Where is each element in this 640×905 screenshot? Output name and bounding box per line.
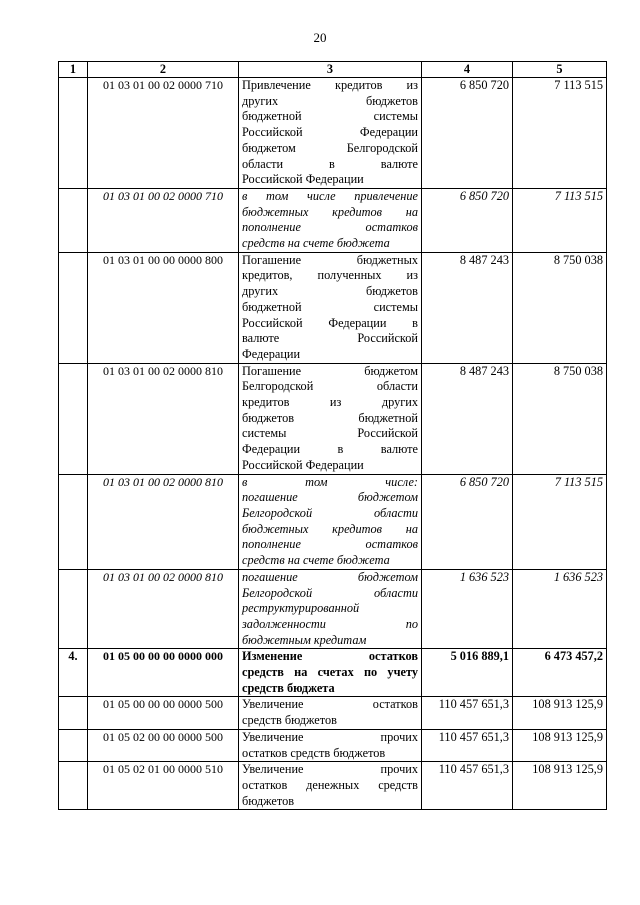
item-name-line: Белгородской области: [242, 379, 418, 394]
page-number: 20: [313, 30, 327, 45]
budget-code-cell: 01 03 01 00 00 0000 800: [88, 252, 239, 363]
amount-col5-cell: 7 113 515: [513, 78, 607, 189]
header-col-2: 2: [88, 62, 239, 78]
header-col-4: 4: [422, 62, 513, 78]
amount-col4-cell: 1 636 523: [422, 569, 513, 649]
table-row: [59, 697, 607, 729]
header-col-5: 5: [513, 62, 607, 78]
amount-col4-cell: 6 850 720: [422, 474, 513, 569]
item-name-line: Изменение остатков: [242, 649, 418, 664]
table-row: [59, 649, 607, 697]
item-name-line: Погашение бюджетом: [242, 363, 418, 378]
budget-sources-table: [58, 61, 607, 810]
item-name-line: в том числе привлечение: [242, 188, 418, 203]
amount-col4-cell: 110 457 651,3: [422, 762, 513, 810]
item-name-line: бюджетов: [242, 793, 295, 808]
header-col-1: 1: [59, 62, 88, 78]
item-name-line: бюджетных кредитов на: [242, 521, 418, 536]
amount-col5-cell: 108 913 125,9: [513, 729, 607, 761]
budget-code-cell: 01 05 00 00 00 0000 500: [88, 697, 239, 729]
item-name-line: других бюджетов: [242, 93, 418, 108]
item-name-cell: [239, 474, 422, 569]
row-number-cell: [59, 569, 88, 649]
item-name-line: средств на счете бюджета: [242, 236, 390, 251]
item-name-line: остатков денежных средств: [242, 777, 418, 792]
item-name-line: Федерации в валюте: [242, 442, 418, 457]
item-name-line: Российской Федерации: [242, 125, 418, 140]
item-name-line: реструктурированной: [242, 601, 360, 616]
item-name-cell: [239, 762, 422, 810]
item-name-line: средств на счете бюджета: [242, 553, 390, 568]
amount-col4-cell: 110 457 651,3: [422, 697, 513, 729]
item-name-line: Увеличение прочих: [242, 729, 418, 744]
header-col-3: 3: [239, 62, 422, 78]
amount-col5-cell: 108 913 125,9: [513, 697, 607, 729]
item-name-line: задолженности по: [242, 616, 418, 631]
item-name-cell: [239, 363, 422, 474]
item-name-cell: [239, 697, 422, 729]
budget-code-cell: 01 03 01 00 02 0000 710: [88, 78, 239, 189]
item-name-line: погашение бюджетом: [242, 569, 418, 584]
item-name-cell: [239, 78, 422, 189]
amount-col5-cell: 8 750 038: [513, 252, 607, 363]
budget-code-cell: 01 03 01 00 02 0000 710: [88, 188, 239, 252]
row-number-cell: [59, 762, 88, 810]
table-row: [59, 762, 607, 810]
row-number-cell: [59, 697, 88, 729]
item-name-line: системы Российской: [242, 426, 418, 441]
row-number-cell: [59, 252, 88, 363]
item-name-line: средств на счетах по учету: [242, 665, 418, 680]
item-name-line: Привлечение кредитов из: [242, 78, 418, 92]
budget-code-cell: 01 05 02 00 00 0000 500: [88, 729, 239, 761]
budget-code-cell: 01 05 00 00 00 0000 000: [88, 649, 239, 697]
amount-col4-cell: 6 850 720: [422, 78, 513, 189]
row-number-cell: [59, 188, 88, 252]
amount-col4-cell: 110 457 651,3: [422, 729, 513, 761]
item-name-line: Белгородской области: [242, 585, 418, 600]
item-name-cell: [239, 252, 422, 363]
item-name-line: области в валюте: [242, 156, 418, 171]
amount-col5-cell: 1 636 523: [513, 569, 607, 649]
item-name-line: пополнение остатков: [242, 537, 418, 552]
amount-col5-cell: 6 473 457,2: [513, 649, 607, 697]
amount-col4-cell: 6 850 720: [422, 188, 513, 252]
item-name-line: бюджетом Белгородской: [242, 140, 418, 155]
item-name-line: Погашение бюджетных: [242, 252, 418, 267]
table-row: [59, 252, 607, 363]
budget-code-cell: 01 03 01 00 02 0000 810: [88, 569, 239, 649]
item-name-line: Федерации: [242, 346, 301, 361]
table-row: [59, 78, 607, 189]
amount-col5-cell: 7 113 515: [513, 188, 607, 252]
table-row: [59, 569, 607, 649]
item-name-line: Российской Федерации в: [242, 315, 418, 330]
item-name-line: бюджетной системы: [242, 299, 418, 314]
item-name-line: погашение бюджетом: [242, 490, 418, 505]
table-row: [59, 188, 607, 252]
item-name-line: Белгородской области: [242, 505, 418, 520]
item-name-line: в том числе:: [242, 474, 418, 489]
amount-col5-cell: 8 750 038: [513, 363, 607, 474]
item-name-line: других бюджетов: [242, 284, 418, 299]
amount-col4-cell: 5 016 889,1: [422, 649, 513, 697]
item-name-line: Российской Федерации: [242, 172, 364, 187]
table-body: [59, 78, 607, 810]
item-name-line: пополнение остатков: [242, 220, 418, 235]
item-name-line: бюджетным кредитам: [242, 632, 367, 647]
item-name-cell: [239, 188, 422, 252]
item-name-line: бюджетов бюджетной: [242, 410, 418, 425]
item-name-line: бюджетных кредитов на: [242, 204, 418, 219]
item-name-line: Увеличение остатков: [242, 697, 418, 712]
item-name-line: Российской Федерации: [242, 457, 364, 472]
table-row: [59, 474, 607, 569]
item-name-line: средств бюджетов: [242, 713, 337, 728]
item-name-line: Увеличение прочих: [242, 762, 418, 777]
item-name-cell: [239, 729, 422, 761]
table-row: [59, 363, 607, 474]
item-name-cell: [239, 569, 422, 649]
table-header-row: [59, 62, 607, 78]
item-name-line: остатков средств бюджетов: [242, 745, 386, 760]
budget-code-cell: 01 03 01 00 02 0000 810: [88, 474, 239, 569]
amount-col4-cell: 8 487 243: [422, 363, 513, 474]
amount-col5-cell: 108 913 125,9: [513, 762, 607, 810]
item-name-line: кредитов, полученных из: [242, 268, 418, 283]
item-name-line: средств бюджета: [242, 680, 335, 695]
row-number-cell: 4.: [59, 649, 88, 697]
item-name-line: бюджетной системы: [242, 109, 418, 124]
row-number-cell: [59, 729, 88, 761]
budget-code-cell: 01 03 01 00 02 0000 810: [88, 363, 239, 474]
item-name-cell: [239, 649, 422, 697]
row-number-cell: [59, 78, 88, 189]
table-row: [59, 729, 607, 761]
item-name-line: кредитов из других: [242, 395, 418, 410]
row-number-cell: [59, 363, 88, 474]
row-number-cell: [59, 474, 88, 569]
item-name-line: валюте Российской: [242, 331, 418, 346]
budget-code-cell: 01 05 02 01 00 0000 510: [88, 762, 239, 810]
amount-col4-cell: 8 487 243: [422, 252, 513, 363]
amount-col5-cell: 7 113 515: [513, 474, 607, 569]
